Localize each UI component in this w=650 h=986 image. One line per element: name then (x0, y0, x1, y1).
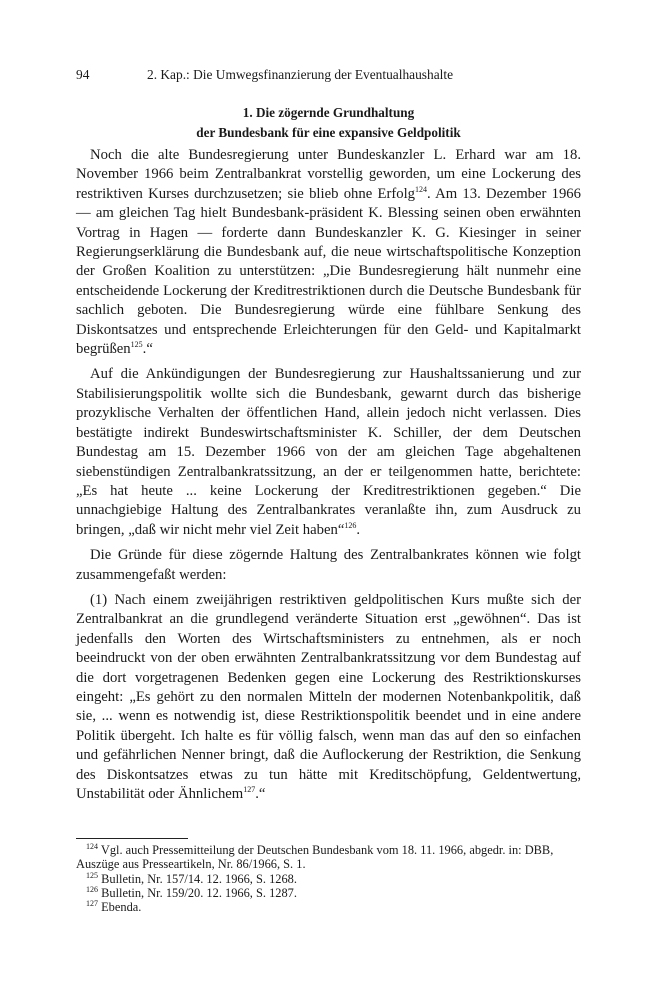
paragraph-4-text-b: .“ (255, 786, 266, 802)
body-text (76, 146, 581, 810)
paragraph-1-text-b: . Am 13. Dezember 1966 — am gleichen Tag hielt Bundesbank-präsident K. Blessing seinen oben erwähnten Vortrag in Hagen — forderte dann Bundeskanzler K. G. Kiesinger in seiner Regierungserklärung die Bundesbank auf, die neue wirtschaftspolitische Konzeption der Großen Koalition zu unterstützen: „Die Bundesregierung hält nunmehr eine entscheidende Lockerung der Kreditrestriktionen durch die Deutsche Bundesbank für sachlich geboten. Die Bundesregierung würde eine fühlbare Senkung des Diskontsatzes und entsprechende Erleichterungen für den Geld- und Kapitalmarkt begrüßen (76, 185, 581, 358)
footnote-number: 124 (86, 841, 98, 851)
footnote-divider (76, 838, 188, 839)
footnote-text: Vgl. auch Pressemitteilung der Deutschen Bundesbank vom 18. 11. 1966, abgedr. in: DBB, Auszüge aus Presseartikeln, Nr. 86/1966, S. 1. (76, 843, 554, 872)
footnote-ref-126: 126 (344, 520, 357, 530)
footnote-127 (76, 900, 581, 914)
paragraph-1-text-a: Noch die alte Bundesregierung unter Bundeskanzler L. Erhard war am 18. November 1966 beim Zentralbankrat vorstellig geworden, um eine Lockerung des restriktiven Kurses durchzusetzen; sie blieb ohne Erfolg (76, 147, 581, 202)
paragraph-2-text-b: . (356, 521, 361, 538)
paragraph-2 (76, 365, 581, 540)
footnote-number: 125 (86, 870, 98, 880)
footnote-text: Ebenda. (101, 900, 142, 915)
footnote-126 (76, 886, 581, 900)
footnote-ref-127: 127 (243, 785, 256, 795)
footnote-ref-125: 125 (130, 340, 143, 350)
section-heading-line-1: 1. Die zögernde Grundhaltung (242, 105, 415, 120)
paragraph-1 (76, 146, 581, 359)
paragraph-4 (76, 591, 581, 804)
page-number: 94 (76, 67, 90, 82)
paragraph-1-text-c: .“ (142, 341, 153, 358)
footnote-125 (76, 872, 581, 886)
footnote-number: 127 (86, 899, 98, 909)
paragraph-3: Die Gründe für diese zögernde Haltung des Zentralbankrates können wie folgt zusammengefaßt werden: (76, 547, 581, 583)
footnote-ref-124: 124 (415, 184, 428, 194)
section-heading-line-2: der Bundesbank für eine expansive Geldpolitik (196, 125, 461, 140)
footnotes (76, 843, 581, 914)
footnote-text: Bulletin, Nr. 157/14. 12. 1966, S. 1268. (101, 871, 297, 886)
footnote-number: 126 (86, 884, 98, 894)
footnote-text: Bulletin, Nr. 159/20. 12. 1966, S. 1287. (101, 885, 297, 900)
footnote-124 (76, 843, 581, 872)
running-title: 2. Kap.: Die Umwegsfinanzierung der Eventualhaushalte (147, 67, 454, 82)
paragraph-4-text-a: (1) Nach einem zweijährigen restriktiven geldpolitischen Kurs mußte sich der Zentralbankrat an die grundlegend veränderte Situation erst „gewöhnen“. Das ist jedenfalls den Worten des Wirtschaftsministers zu entnehmen, als er noch beeindruckt von der oben erwähnten Zentralbankratssitzung vor dem Bundestag auf die dort vorgetragenen Bedenken gegen eine Lockerung des Restriktionskurses eingeht: „Es gehört zu den normalen Mitteln der modernen Notenbankpolitik, daß sie, ... wenn es notwendig ist, diese Restriktionspolitik beendet und in eine andere Politik übergeht. Ich halte es für völlig falsch, wenn man das auf den so einfachen und gefährlichen Nenner bringt, daß die Auflockerung der Restriktion, die Senkung des Diskontsatzes etwas zu tun hätte mit Kreditschöpfung, Geldentwertung, Unstabilität oder Ähnlichem (76, 591, 581, 802)
paragraph-2-text-a: Auf die Ankündigungen der Bundesregierung zur Haushaltssanierung und zur Stabilisierungspolitik wollte sich die Bundesbank, gewarnt durch das bisherige prozyklische Verhalten der öffentlichen Hand, allein jedoch nicht verlassen. Dies bestätigte indirekt Bundeswirtschaftsminister K. Schiller, der dem Deutschen Bundestag am 15. Dezember 1966 von der am gleichen Tage abgehaltenen siebenstündigen Zentralbankratssitzung, an der er teilgenommen hatte, berichtete: „Es hat heute ... keine Lockerung der Kreditrestriktionen gegeben.“ Die unnachgiebige Haltung des Zentralbankrates veranlaßte ihn, zum Ausdruck zu bringen, „daß wir nicht mehr viel Zeit haben“ (76, 366, 581, 538)
section-heading (76, 103, 581, 143)
